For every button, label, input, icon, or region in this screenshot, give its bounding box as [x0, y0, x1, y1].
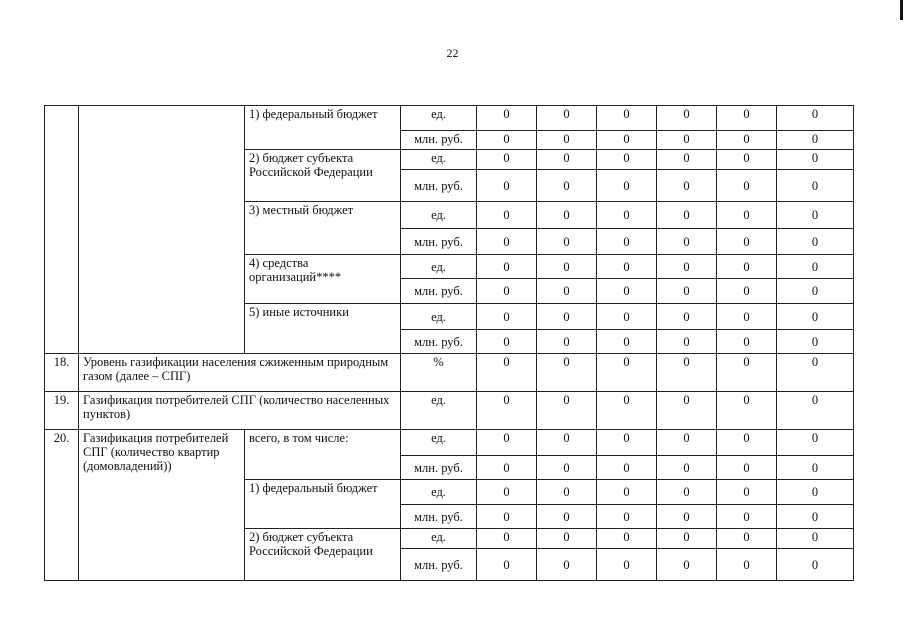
value-cell: 0	[657, 150, 717, 170]
value-cell: 0	[657, 229, 717, 255]
value-cell: 0	[477, 229, 537, 255]
row-number-cell: 19.	[45, 392, 79, 430]
value-cell: 0	[657, 304, 717, 330]
value-cell: 0	[717, 150, 777, 170]
value-cell: 0	[657, 255, 717, 279]
value-cell: 0	[597, 330, 657, 354]
value-cell: 0	[777, 529, 854, 549]
unit-cell: %	[401, 354, 477, 392]
value-cell: 0	[657, 170, 717, 202]
row-number-cell	[45, 106, 79, 354]
value-cell: 0	[537, 229, 597, 255]
value-cell: 0	[597, 255, 657, 279]
value-cell: 0	[537, 354, 597, 392]
value-cell: 0	[657, 354, 717, 392]
value-cell: 0	[717, 549, 777, 581]
value-cell: 0	[477, 430, 537, 456]
table-row	[45, 106, 854, 131]
funding-source-cell: 2) бюджет субъекта Российской Федерации	[245, 150, 401, 202]
value-cell: 0	[597, 456, 657, 480]
indicator-name-cell: Уровень газификации населения сжиженным природным газом (далее – СПГ)	[79, 354, 401, 392]
value-cell: 0	[777, 279, 854, 304]
value-cell: 0	[537, 255, 597, 279]
value-cell: 0	[477, 150, 537, 170]
unit-cell: ед.	[401, 202, 477, 229]
unit-cell: млн. руб.	[401, 279, 477, 304]
value-cell: 0	[717, 480, 777, 505]
value-cell: 0	[597, 106, 657, 131]
unit-cell: ед.	[401, 529, 477, 549]
value-cell: 0	[477, 202, 537, 229]
row-number-cell: 18.	[45, 354, 79, 392]
value-cell: 0	[537, 430, 597, 456]
funding-source-cell: 5) иные источники	[245, 304, 401, 354]
value-cell: 0	[657, 549, 717, 581]
value-cell: 0	[777, 480, 854, 505]
value-cell: 0	[537, 150, 597, 170]
value-cell: 0	[777, 150, 854, 170]
value-cell: 0	[597, 354, 657, 392]
unit-cell: ед.	[401, 392, 477, 430]
value-cell: 0	[477, 392, 537, 430]
value-cell: 0	[477, 131, 537, 150]
value-cell: 0	[597, 202, 657, 229]
value-cell: 0	[477, 106, 537, 131]
value-cell: 0	[657, 456, 717, 480]
value-cell: 0	[777, 229, 854, 255]
value-cell: 0	[777, 202, 854, 229]
value-cell: 0	[537, 131, 597, 150]
value-cell: 0	[777, 304, 854, 330]
value-cell: 0	[597, 131, 657, 150]
value-cell: 0	[597, 170, 657, 202]
value-cell: 0	[477, 529, 537, 549]
value-cell: 0	[717, 202, 777, 229]
value-cell: 0	[477, 505, 537, 529]
indicator-name-cell: Газификация потребителей СПГ (количество населенных пунктов)	[79, 392, 401, 430]
unit-cell: млн. руб.	[401, 131, 477, 150]
row-number-cell: 20.	[45, 430, 79, 581]
value-cell: 0	[717, 304, 777, 330]
value-cell: 0	[597, 304, 657, 330]
value-cell: 0	[537, 505, 597, 529]
value-cell: 0	[777, 505, 854, 529]
value-cell: 0	[477, 354, 537, 392]
value-cell: 0	[777, 549, 854, 581]
unit-cell: ед.	[401, 480, 477, 505]
value-cell: 0	[477, 330, 537, 354]
value-cell: 0	[717, 529, 777, 549]
table-row	[45, 430, 854, 456]
value-cell: 0	[717, 170, 777, 202]
funding-source-cell: 1) федеральный бюджет	[245, 106, 401, 150]
indicator-name-cell: Газификация потребителей СПГ (количество квартир (домовладений))	[79, 430, 245, 581]
value-cell: 0	[537, 106, 597, 131]
value-cell: 0	[777, 354, 854, 392]
unit-cell: ед.	[401, 150, 477, 170]
value-cell: 0	[717, 505, 777, 529]
value-cell: 0	[657, 279, 717, 304]
value-cell: 0	[597, 229, 657, 255]
value-cell: 0	[537, 202, 597, 229]
value-cell: 0	[717, 430, 777, 456]
value-cell: 0	[717, 106, 777, 131]
unit-cell: млн. руб.	[401, 229, 477, 255]
value-cell: 0	[597, 480, 657, 505]
unit-cell: ед.	[401, 430, 477, 456]
value-cell: 0	[717, 456, 777, 480]
value-cell: 0	[717, 229, 777, 255]
value-cell: 0	[657, 131, 717, 150]
value-cell: 0	[537, 304, 597, 330]
value-cell: 0	[717, 131, 777, 150]
value-cell: 0	[537, 480, 597, 505]
value-cell: 0	[477, 549, 537, 581]
funding-source-cell: 1) федеральный бюджет	[245, 480, 401, 529]
value-cell: 0	[477, 170, 537, 202]
value-cell: 0	[657, 480, 717, 505]
value-cell: 0	[537, 170, 597, 202]
value-cell: 0	[597, 505, 657, 529]
value-cell: 0	[597, 392, 657, 430]
value-cell: 0	[597, 430, 657, 456]
value-cell: 0	[477, 279, 537, 304]
value-cell: 0	[717, 354, 777, 392]
unit-cell: млн. руб.	[401, 505, 477, 529]
value-cell: 0	[477, 304, 537, 330]
unit-cell: ед.	[401, 304, 477, 330]
value-cell: 0	[777, 392, 854, 430]
funding-source-cell: всего, в том числе:	[245, 430, 401, 480]
scan-edge-mark	[900, 0, 903, 20]
value-cell: 0	[597, 549, 657, 581]
unit-cell: ед.	[401, 106, 477, 131]
value-cell: 0	[777, 330, 854, 354]
indicators-table	[44, 105, 854, 581]
unit-cell: млн. руб.	[401, 170, 477, 202]
funding-source-cell: 3) местный бюджет	[245, 202, 401, 255]
value-cell: 0	[597, 529, 657, 549]
value-cell: 0	[537, 529, 597, 549]
value-cell: 0	[777, 131, 854, 150]
value-cell: 0	[657, 430, 717, 456]
value-cell: 0	[597, 150, 657, 170]
value-cell: 0	[777, 170, 854, 202]
value-cell: 0	[657, 106, 717, 131]
value-cell: 0	[777, 106, 854, 131]
value-cell: 0	[717, 392, 777, 430]
value-cell: 0	[537, 279, 597, 304]
value-cell: 0	[597, 279, 657, 304]
value-cell: 0	[717, 279, 777, 304]
value-cell: 0	[657, 529, 717, 549]
indicator-name-cell	[79, 106, 245, 354]
unit-cell: ед.	[401, 255, 477, 279]
value-cell: 0	[537, 549, 597, 581]
value-cell: 0	[657, 505, 717, 529]
value-cell: 0	[777, 255, 854, 279]
value-cell: 0	[477, 456, 537, 480]
unit-cell: млн. руб.	[401, 549, 477, 581]
value-cell: 0	[657, 330, 717, 354]
value-cell: 0	[537, 392, 597, 430]
value-cell: 0	[777, 430, 854, 456]
unit-cell: млн. руб.	[401, 330, 477, 354]
value-cell: 0	[657, 202, 717, 229]
funding-source-cell: 4) средства организаций****	[245, 255, 401, 304]
value-cell: 0	[717, 255, 777, 279]
value-cell: 0	[717, 330, 777, 354]
value-cell: 0	[657, 392, 717, 430]
value-cell: 0	[477, 255, 537, 279]
value-cell: 0	[477, 480, 537, 505]
value-cell: 0	[777, 456, 854, 480]
unit-cell: млн. руб.	[401, 456, 477, 480]
page-number: 22	[446, 46, 459, 60]
table-row	[45, 392, 854, 430]
value-cell: 0	[537, 330, 597, 354]
value-cell: 0	[537, 456, 597, 480]
table-row	[45, 354, 854, 392]
funding-source-cell: 2) бюджет субъекта Российской Федерации	[245, 529, 401, 581]
